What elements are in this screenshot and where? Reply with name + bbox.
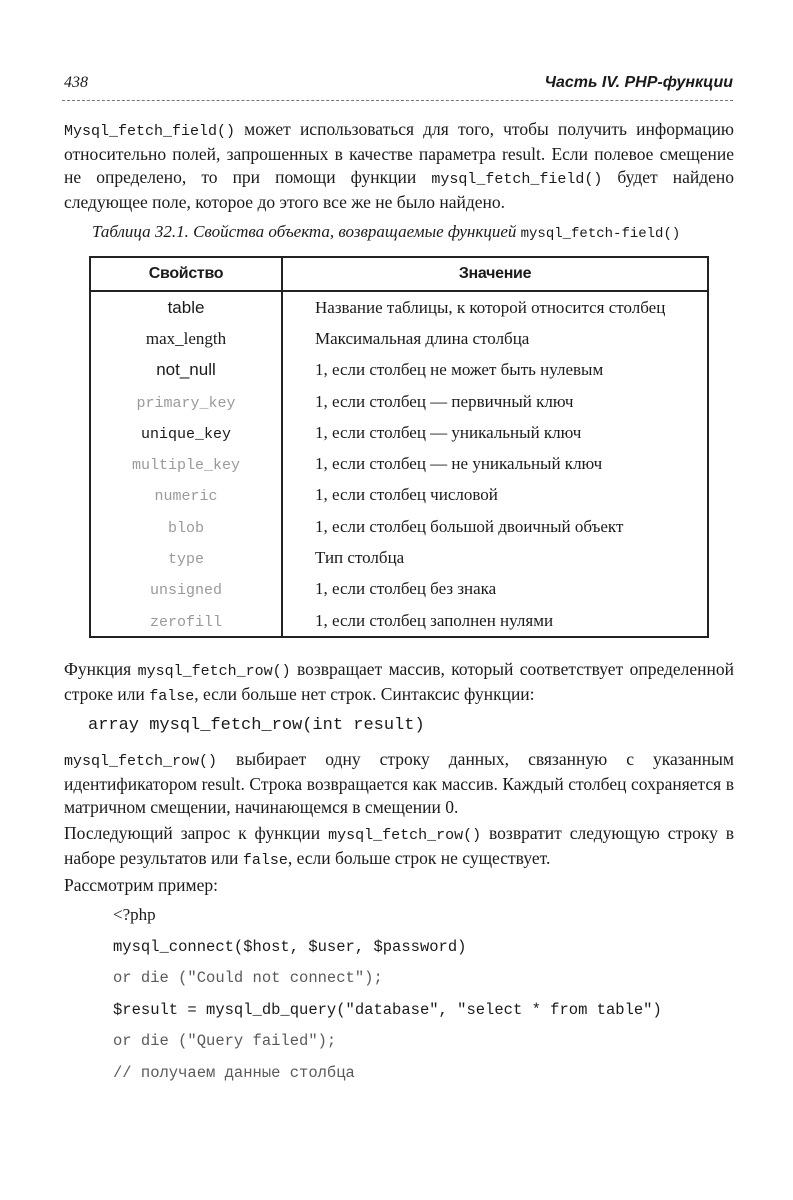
para4-text-2: возвратит следующую строку в наборе результатов или bbox=[64, 823, 734, 868]
table-row bbox=[90, 291, 708, 323]
example-intro: Рассмотрим пример: bbox=[64, 875, 218, 895]
property-value: 1, если столбец без знака bbox=[315, 579, 497, 599]
property-value: 1, если столбец — уникальный ключ bbox=[315, 422, 582, 442]
intro-text-2: будет найдено следующее поле, которое до этого все же не было найдено. bbox=[64, 167, 734, 212]
table-row bbox=[90, 386, 708, 417]
table-row bbox=[90, 542, 708, 573]
para2-text-2: возвращает массив, который соответствует определенной строке или bbox=[64, 659, 734, 704]
intro-func: Mysql_fetch_field() bbox=[64, 123, 236, 140]
property-value: Название таблицы, к которой относится столбец bbox=[315, 297, 666, 317]
intro-paragraph bbox=[64, 118, 734, 214]
caption-func: mysql_fetch-field() bbox=[520, 226, 681, 242]
property-value: Максимальная длина столбца bbox=[315, 328, 530, 348]
para2-text-3: , если больше нет строк. Синтаксис функции: bbox=[194, 684, 535, 704]
running-head: Часть IV. PHP-функции bbox=[544, 74, 733, 91]
description-paragraph bbox=[64, 748, 734, 819]
para2-text-1: Функция bbox=[64, 659, 138, 679]
table-caption bbox=[92, 222, 680, 242]
property-name: primary_key bbox=[136, 394, 236, 412]
property-name: unique_key bbox=[140, 425, 231, 443]
para4-false: false bbox=[242, 852, 288, 869]
table-row bbox=[90, 605, 708, 637]
function-syntax: array mysql_fetch_row(int result) bbox=[88, 716, 425, 735]
property-name: zerofill bbox=[149, 613, 222, 631]
property-value: 1, если столбец — не уникальный ключ bbox=[315, 454, 603, 474]
property-value: 1, если столбец числовой bbox=[315, 485, 498, 505]
fetch-row-paragraph bbox=[64, 658, 734, 708]
page-number: 438 bbox=[64, 74, 88, 91]
para2-func: mysql_fetch_row() bbox=[137, 663, 291, 680]
property-name: unsigned bbox=[149, 582, 222, 600]
property-value: 1, если столбец большой двоичный объект bbox=[315, 516, 624, 536]
property-name: not_null bbox=[156, 360, 216, 380]
table-row bbox=[90, 355, 708, 386]
code-example bbox=[113, 904, 662, 1093]
property-name: numeric bbox=[154, 488, 218, 506]
table-row bbox=[90, 417, 708, 448]
code-line: or die ("Query failed"); bbox=[113, 1032, 337, 1050]
property-name: type bbox=[167, 551, 204, 569]
para2-false: false bbox=[149, 688, 195, 705]
code-line: or die ("Could not connect"); bbox=[113, 969, 383, 987]
table-row bbox=[90, 511, 708, 542]
header-value: Значение bbox=[282, 257, 708, 291]
intro-func-2: mysql_fetch_field() bbox=[431, 171, 603, 188]
para4-text-3: , если больше строк не существует. bbox=[287, 848, 551, 868]
property-value: 1, если столбец — первичный ключ bbox=[315, 391, 574, 411]
code-line: $result = mysql_db_query("database", "select * from table") bbox=[113, 1000, 662, 1019]
code-line: // получаем данные столбца bbox=[113, 1063, 355, 1082]
property-value: 1, если столбец заполнен нулями bbox=[315, 610, 554, 630]
caption-text: Таблица 32.1. Свойства объекта, возвращаемые функцией bbox=[92, 222, 521, 241]
properties-table bbox=[89, 256, 709, 638]
property-value: Тип столбца bbox=[315, 548, 405, 568]
property-name: table bbox=[167, 297, 205, 317]
table-row bbox=[90, 574, 708, 605]
property-name: max_length bbox=[145, 328, 227, 348]
intro-text-1: может использоваться для того, чтобы получить информацию относительно полей, запрошенных в качестве параметра result. Если полевое смещение не определено, то при помощи функции bbox=[64, 119, 734, 187]
para3-text: выбирает одну строку данных, связанную с указанным идентификатором result. Строка возвращается как массив. Каждый столбец сохраняется в матричном смещении, начинающемся в смещении 0. bbox=[64, 749, 734, 817]
header-property: Свойство bbox=[90, 257, 282, 291]
table-row bbox=[90, 448, 708, 479]
property-name: blob bbox=[167, 519, 204, 537]
property-name: multiple_key bbox=[131, 457, 241, 475]
table-row bbox=[90, 480, 708, 511]
para3-func: mysql_fetch_row() bbox=[64, 753, 218, 770]
property-value: 1, если столбец не может быть нулевым bbox=[315, 360, 604, 380]
para4-text-1: Последующий запрос к функции bbox=[64, 823, 329, 843]
table-row bbox=[90, 323, 708, 354]
table-header-row bbox=[90, 257, 708, 291]
subsequent-call-paragraph bbox=[64, 822, 734, 872]
para4-func: mysql_fetch_row() bbox=[328, 827, 482, 844]
header-rule bbox=[62, 100, 733, 101]
code-line: <?php bbox=[113, 905, 156, 924]
code-line: mysql_connect($host, $user, $password) bbox=[113, 937, 467, 956]
